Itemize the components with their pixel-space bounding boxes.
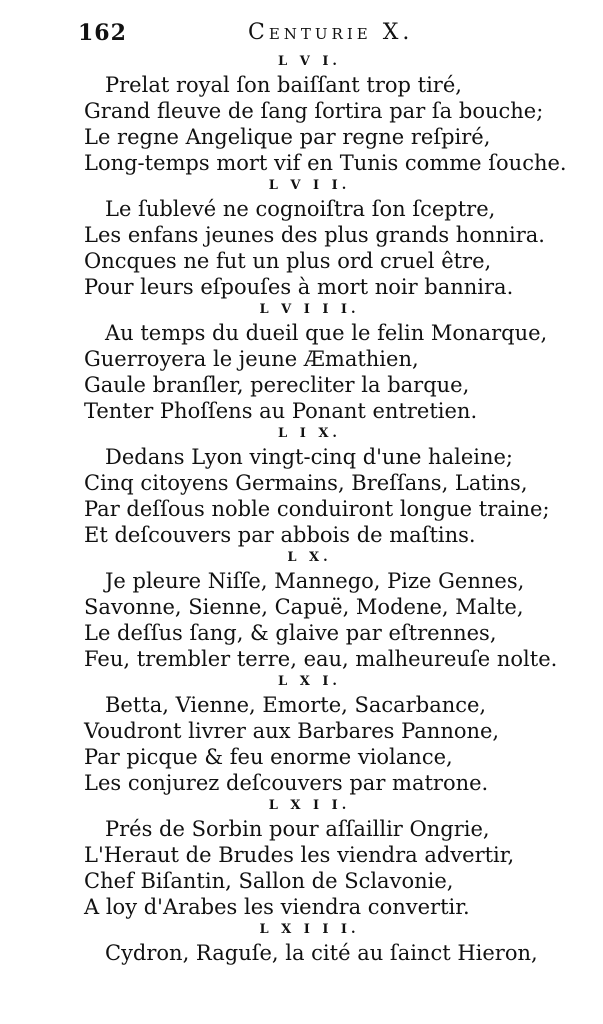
quatrain-numeral: L V I I I. [259, 302, 360, 317]
quatrain [0, 672, 603, 796]
verse-line: Prelat royal ſon baiſſant trop tiré, [105, 73, 462, 97]
verse-line: Les enfans jeunes des plus grands honnira. [84, 223, 545, 247]
verse-line: Par picque & feu enorme violance, [84, 745, 453, 769]
verse-line: Feu, trembler terre, eau, malheureuſe nolte. [84, 647, 558, 671]
verse-line: Betta, Vienne, Emorte, Sacarbance, [105, 693, 487, 717]
verse-line: Cinq citoyens Germains, Breſſans, Latins, [84, 471, 528, 495]
verse-line: L'Heraut de Brudes les viendra advertir, [84, 843, 515, 867]
quatrain [0, 424, 603, 548]
quatrain [0, 52, 603, 176]
verse-line: Tenter Phoſſens au Ponant entretien. [84, 399, 478, 423]
verse-line: Oncques ne fut un plus ord cruel être, [84, 249, 492, 273]
running-title: Centurie X. [248, 20, 414, 45]
quatrain [0, 920, 603, 966]
quatrain [0, 300, 603, 424]
verse-line: Chef Biſantin, Sallon de Sclavonie, [84, 869, 454, 893]
quatrain-list [0, 52, 603, 966]
quatrain-numeral: L X I I. [268, 798, 351, 813]
page-header [78, 20, 478, 50]
quatrain [0, 796, 603, 920]
verse-line: Guerroyera le jeune Æmathien, [84, 347, 419, 371]
verse-line: Cydron, Raguſe, la cité au ſainct Hieron, [105, 941, 538, 965]
verse-line: Je pleure Niſſe, Mannego, Pize Gennes, [105, 569, 525, 593]
verse-line: Grand fleuve de ſang ſortira par ſa bouche; [84, 99, 544, 123]
verse-line: Le deſſus ſang, & glaive par eſtrennes, [84, 621, 497, 645]
verse-line: Et deſcouvers par abbois de maſtins. [84, 523, 476, 547]
verse-line: Dedans Lyon vingt-cinq d'une haleine; [105, 445, 513, 469]
quatrain [0, 176, 603, 300]
quatrain-numeral: L I X. [278, 426, 341, 441]
verse-line: Par deſſous noble conduiront longue traine; [84, 497, 550, 521]
quatrain-numeral: L X. [287, 550, 332, 565]
quatrain-numeral: L X I. [278, 674, 341, 689]
verse-line: A loy d'Arabes les viendra convertir. [84, 895, 470, 919]
quatrain-numeral: L X I I I. [259, 922, 360, 937]
verse-line: Voudront livrer aux Barbares Pannone, [84, 719, 500, 743]
quatrain [0, 548, 603, 672]
verse-line: Long-temps mort vif en Tunis comme ſouche. [84, 151, 567, 175]
verse-line: Le regne Angelique par regne reſpiré, [84, 125, 491, 149]
verse-line: Prés de Sorbin pour aſſaillir Ongrie, [105, 817, 490, 841]
verse-line: Les conjurez deſcouvers par matrone. [84, 771, 489, 795]
quatrain-numeral: L V I I. [268, 178, 351, 193]
verse-line: Gaule branſler, perecliter la barque, [84, 373, 470, 397]
quatrain-numeral: L V I. [278, 54, 341, 69]
verse-line: Pour leurs eſpouſes à mort noir bannira. [84, 275, 514, 299]
page-number: 162 [78, 20, 127, 46]
verse-line: Savonne, Sienne, Capuë, Modene, Malte, [84, 595, 524, 619]
verse-line: Le ſublevé ne cognoiſtra ſon ſceptre, [105, 197, 496, 221]
verse-line: Au temps du dueil que le felin Monarque, [105, 321, 548, 345]
